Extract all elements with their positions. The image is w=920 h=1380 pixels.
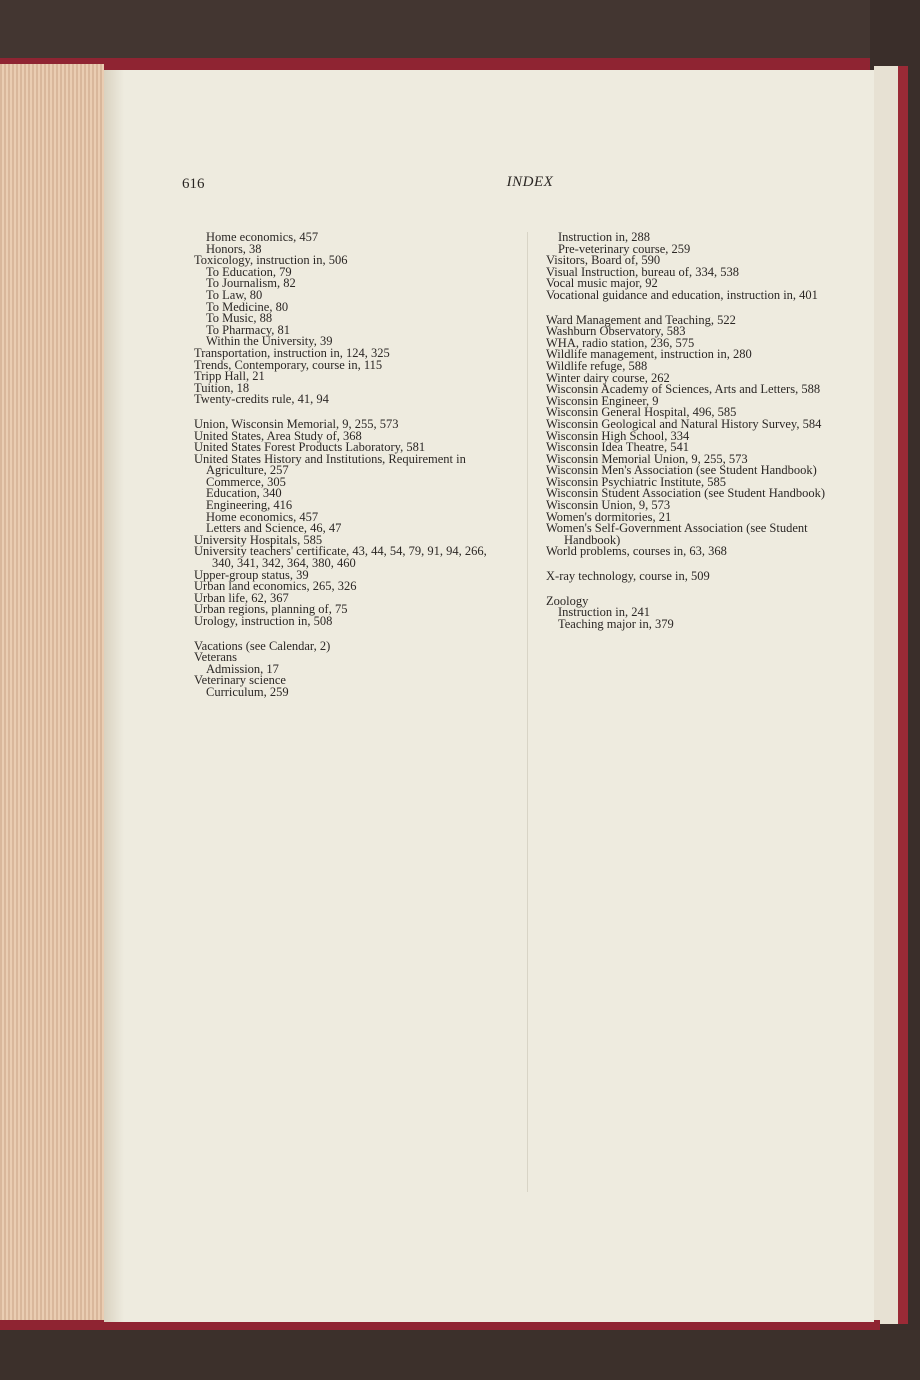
index-entry: Wisconsin High School, 334 xyxy=(546,428,690,443)
scan-background-top xyxy=(0,0,920,64)
index-section-gap xyxy=(546,583,850,596)
index-entry: Veterans xyxy=(194,650,238,665)
scan-background-bottom xyxy=(0,1330,920,1380)
index-entry: University teachers' certificate, 43, 44, 54, 79, 91, 94, 266, 340, 341, 342, 364, 380, 460 xyxy=(194,544,487,571)
index-entry: United States History and Institutions, Requirement in xyxy=(194,451,466,466)
index-entry: Urban land economics, 265, 326 xyxy=(194,579,357,594)
index-subentry: To Education, 79 xyxy=(206,264,292,279)
index-subentry: Agriculture, 257 xyxy=(206,463,289,478)
index-subentry: Letters and Science, 46, 47 xyxy=(206,521,342,536)
index-subentry: Honors, 38 xyxy=(206,241,262,256)
index-entry: Urology, instruction in, 508 xyxy=(194,614,333,628)
page-number: 616 xyxy=(182,176,205,192)
index-subentry: To Music, 88 xyxy=(206,311,273,326)
index-subentry: Pre-veterinary course, 259 xyxy=(558,241,691,256)
index-entry: Visual Instruction, bureau of, 334, 538 xyxy=(546,264,739,279)
index-entry: Tripp Hall, 21 xyxy=(194,369,265,384)
book-cover-edge-right xyxy=(898,66,908,1324)
index-entry: Transportation, instruction in, 124, 325 xyxy=(194,345,390,360)
index-entry: World problems, courses in, 63, 368 xyxy=(546,544,727,559)
index-entry: Upper-group status, 39 xyxy=(194,567,309,582)
index-entry: Trends, Contemporary, course in, 115 xyxy=(194,357,383,372)
index-subentry: Teaching major in, 379 xyxy=(558,616,674,631)
index-entry: X-ray technology, course in, 509 xyxy=(546,569,710,584)
index-entry: University Hospitals, 585 xyxy=(194,532,323,547)
column-divider xyxy=(527,232,528,1192)
index-entry: Veterinary science xyxy=(194,673,286,688)
index-subentry: To Pharmacy, 81 xyxy=(206,322,291,337)
index-entry: Urban regions, planning of, 75 xyxy=(194,602,348,617)
index-subentry: To Medicine, 80 xyxy=(206,299,289,314)
index-entry: United States, Area Study of, 368 xyxy=(194,428,362,443)
running-head-title: INDEX xyxy=(506,174,554,190)
index-entry: Wisconsin Men's Association (see Student Handbook) xyxy=(546,463,817,478)
index-entry: Wisconsin General Hospital, 496, 585 xyxy=(546,405,737,420)
page-stack-edges xyxy=(0,64,104,1326)
index-entry: Winter dairy course, 262 xyxy=(546,370,670,385)
index-entry: Union, Wisconsin Memorial, 9, 255, 573 xyxy=(194,416,399,431)
index-column-right xyxy=(546,232,850,630)
index-entry: Visitors, Board of, 590 xyxy=(546,253,661,268)
index-entry: Women's Self-Government Association (see Student Handbook) xyxy=(546,521,808,547)
index-entry: Wisconsin Idea Theatre, 541 xyxy=(546,440,689,455)
index-subentry: Home economics, 457 xyxy=(206,230,319,244)
index-entry: Wisconsin Memorial Union, 9, 255, 573 xyxy=(546,451,748,466)
page-gutter-shadow xyxy=(104,70,124,1322)
index-entry: WHA, radio station, 236, 575 xyxy=(546,335,695,350)
index-entry: Tuition, 18 xyxy=(194,380,250,395)
index-subentry: To Law, 80 xyxy=(206,287,263,302)
index-subentry: Instruction in, 288 xyxy=(558,230,651,244)
index-subentry: Within the University, 39 xyxy=(206,334,333,349)
index-entry: Urban life, 62, 367 xyxy=(194,590,289,605)
index-entry: United States Forest Products Laboratory, 581 xyxy=(194,440,426,455)
index-entry: Wildlife refuge, 588 xyxy=(546,358,648,373)
index-subentry: Commerce, 305 xyxy=(206,474,286,489)
index-entry: Vocal music major, 92 xyxy=(546,276,658,291)
index-entry: Ward Management and Teaching, 522 xyxy=(546,312,736,327)
index-entry: Wisconsin Student Association (see Student Handbook) xyxy=(546,486,825,501)
index-subentry: To Journalism, 82 xyxy=(206,276,296,291)
index-entry: Wildlife management, instruction in, 280 xyxy=(546,347,752,362)
index-entry: Wisconsin Psychiatric Institute, 585 xyxy=(546,474,727,489)
index-subentry: Admission, 17 xyxy=(206,661,279,676)
index-entry: Washburn Observatory, 583 xyxy=(546,324,686,339)
index-entry: Wisconsin Geological and Natural History Survey, 584 xyxy=(546,416,822,431)
index-subentry: Education, 340 xyxy=(206,486,282,501)
index-entry: Vocational guidance and education, instruction in, 401 xyxy=(546,287,818,302)
next-page-edge xyxy=(874,66,898,1324)
index-entry: Wisconsin Academy of Sciences, Arts and Letters, 588 xyxy=(546,382,821,397)
index-subentry: Home economics, 457 xyxy=(206,509,319,524)
index-entry: Women's dormitories, 21 xyxy=(546,509,672,524)
index-entry: Vacations (see Calendar, 2) xyxy=(194,638,331,653)
index-entry: Wisconsin Engineer, 9 xyxy=(546,393,659,408)
index-entry: Wisconsin Union, 9, 573 xyxy=(546,498,671,513)
index-subentry: Engineering, 416 xyxy=(206,498,293,513)
index-subentry: Curriculum, 259 xyxy=(206,684,289,699)
index-subentry: Instruction in, 241 xyxy=(558,605,651,620)
index-entry: Twenty-credits rule, 41, 94 xyxy=(194,392,329,407)
index-column-left xyxy=(194,232,510,699)
index-entry: Zoology xyxy=(546,593,589,608)
index-entry: Toxicology, instruction in, 506 xyxy=(194,253,348,268)
